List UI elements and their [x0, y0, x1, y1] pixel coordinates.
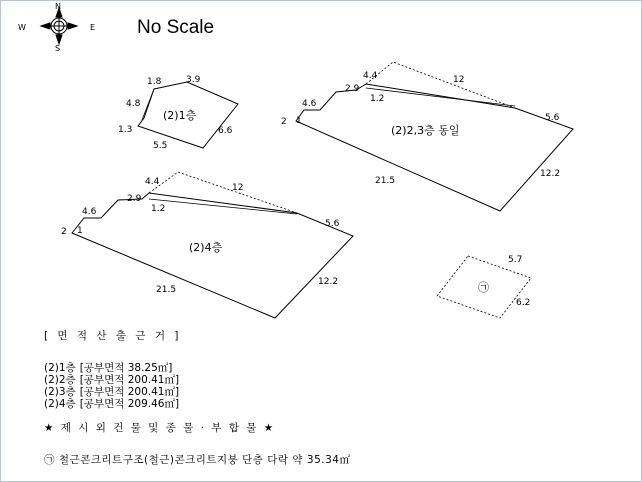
- floor-4-dim-e: 4.6: [82, 207, 97, 217]
- compass-south: S: [55, 44, 61, 53]
- area-floor: (2)3층: [44, 386, 76, 398]
- floor-4-dim-f: 2: [61, 227, 67, 237]
- floor-2-3-dim-f: 2: [281, 117, 287, 127]
- area-row: [44, 362, 604, 374]
- annex-dim-b: 6.2: [516, 298, 531, 308]
- area-row: [44, 398, 604, 410]
- floor-4-dim-j: 12.2: [318, 277, 339, 287]
- floor-2-3-outline: [296, 84, 573, 211]
- area-row: [44, 386, 604, 398]
- floor-4-dim-c: 2.9: [127, 194, 142, 204]
- floor-4-dim-i: 21.5: [156, 285, 177, 295]
- annex-dim-a: 5.7: [508, 255, 523, 265]
- area-value: [공부면적 38.25㎡]: [79, 362, 173, 374]
- floor-1-hatch: [142, 89, 154, 120]
- floor-2-3-dashed: [366, 62, 515, 108]
- area-floor: (2)4층: [44, 398, 76, 410]
- floor-4-dim-g: 1: [77, 226, 83, 236]
- floor-1-dim-a: 1.8: [147, 77, 162, 87]
- floor-1-dim-f: 5.5: [153, 141, 168, 151]
- area-value: [공부면적 200.41㎡]: [79, 386, 180, 398]
- floor-1-dim-c: 4.8: [126, 99, 141, 109]
- floor-4-label: (2)4층: [189, 241, 223, 254]
- section-heading: ★ 제 시 외 건 물 및 종 물 · 부 합 물 ★: [44, 422, 276, 434]
- annex-label: ㉠: [478, 281, 489, 294]
- floor-2-3-dim-j: 12.2: [540, 169, 561, 179]
- annex-note: ㉠ 철근콘크리트구조(철근)콘크리트지붕 단층 다락 약 35.34㎡: [44, 454, 351, 466]
- floor-4-dim-h: 5.6: [325, 219, 340, 229]
- floor-4-dim-a: 4.4: [145, 177, 160, 187]
- compass-north: N: [55, 2, 61, 11]
- area-value: [공부면적 209.46㎡]: [79, 398, 180, 410]
- area-value: [공부면적 200.41㎡]: [79, 374, 180, 386]
- floor-4-outline: [72, 193, 353, 318]
- floor-2-3-dim-d: 1.2: [370, 94, 385, 104]
- compass-east: E: [90, 23, 96, 32]
- scale-label: No Scale: [137, 17, 215, 38]
- floor-2-3-dim-g: 1: [296, 116, 302, 126]
- area-notes: [44, 330, 604, 466]
- floor-1-label: (2)1층: [163, 109, 197, 122]
- area-floor: (2)2층: [44, 374, 76, 386]
- notes-header: [ 면 적 산 출 근 거 ]: [44, 330, 182, 342]
- floor-2-3-dim-i: 21.5: [375, 176, 396, 186]
- floor-1-dim-e: 6.6: [218, 126, 233, 136]
- floor-2-3-dim-h: 5.6: [545, 113, 560, 123]
- area-row: [44, 374, 604, 386]
- floor-2-3-dim-c: 2.9: [345, 84, 360, 94]
- floor-2-3-dim-b: 12: [453, 75, 465, 85]
- floor-1-dim-d: 1.3: [118, 125, 133, 135]
- compass-west: W: [18, 23, 26, 32]
- floor-2-3-label: (2)2,3층 동일: [391, 124, 460, 137]
- floor-2-3-dim-a: 4.4: [363, 71, 378, 81]
- floor-1-dim-b: 3.9: [186, 75, 201, 85]
- floor-4-dim-d: 1.2: [151, 204, 166, 214]
- area-floor: (2)1층: [44, 362, 76, 374]
- floor-4-dim-b: 12: [232, 183, 244, 193]
- floor-2-3-dim-e: 4.6: [302, 99, 317, 109]
- compass-icon: [41, 8, 77, 44]
